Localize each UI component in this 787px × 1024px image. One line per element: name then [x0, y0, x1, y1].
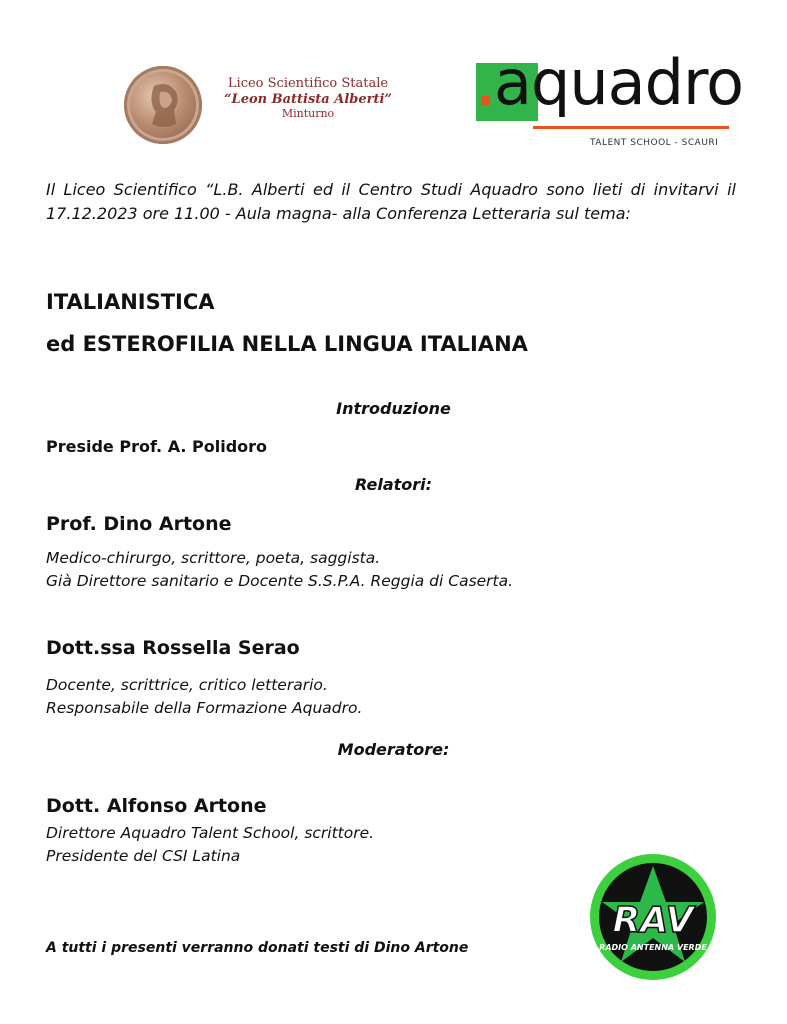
intro-paragraph: Il Liceo Scientifico “L.B. Alberti ed il Centro Studi Aquadro sono lieti di invitarvi il 17.12.2023 ore 11.00 - Aula magna- alla Conferenza Letteraria sul tema:: [46, 180, 736, 223]
speaker-desc-1-line2: Già Direttore sanitario e Docente S.S.P.A. Reggia di Caserta.: [46, 572, 514, 590]
aquadro-logo-rule: [533, 126, 729, 129]
moderator-name: Dott. Alfonso Artone: [46, 795, 267, 817]
aquadro-subtitle: TALENT SCHOOL - SCAURI: [590, 138, 719, 148]
moderator-heading: Moderatore:: [337, 740, 450, 759]
footer-note: A tutti i presenti verranno donati testi di Dino Artone: [46, 940, 469, 956]
aquadro-wordmark: aquadro: [494, 46, 744, 119]
conference-title-line1: ITALIANISTICA: [46, 290, 215, 314]
speaker-desc-1-line1: Medico-chirurgo, scrittore, poeta, saggista.: [46, 549, 381, 567]
introduction-heading: Introduzione: [336, 399, 451, 418]
moderator-desc-line2: Presidente del CSI Latina: [46, 847, 241, 865]
rav-logo-caption: RADIO ANTENNA VERDE: [599, 943, 707, 952]
school-medallion-logo: [124, 66, 202, 144]
school-name-line1: Liceo Scientifico Statale: [227, 76, 389, 91]
school-name-line2: “Leon Battista Alberti”: [224, 91, 392, 107]
rav-logo-letters: RAV: [612, 900, 694, 941]
rav-radio-logo: [588, 852, 718, 982]
conference-title-line2: ed ESTEROFILIA NELLA LINGUA ITALIANA: [46, 332, 528, 356]
speaker-name-1: Prof. Dino Artone: [46, 513, 232, 535]
speaker-desc-2-line2: Responsabile della Formazione Aquadro.: [46, 699, 363, 717]
school-name-block: [214, 76, 402, 120]
school-name-line3: Minturno: [281, 107, 335, 121]
aquadro-logo-dot: [481, 96, 490, 105]
speaker-name-2: Dott.ssa Rossella Serao: [46, 637, 300, 659]
speakers-heading: Relatori:: [354, 475, 433, 494]
introduction-name: Preside Prof. A. Polidoro: [46, 437, 268, 456]
moderator-desc-line1: Direttore Aquadro Talent School, scrittore.: [46, 824, 375, 842]
speaker-desc-2-line1: Docente, scrittrice, critico letterario.: [46, 676, 328, 694]
